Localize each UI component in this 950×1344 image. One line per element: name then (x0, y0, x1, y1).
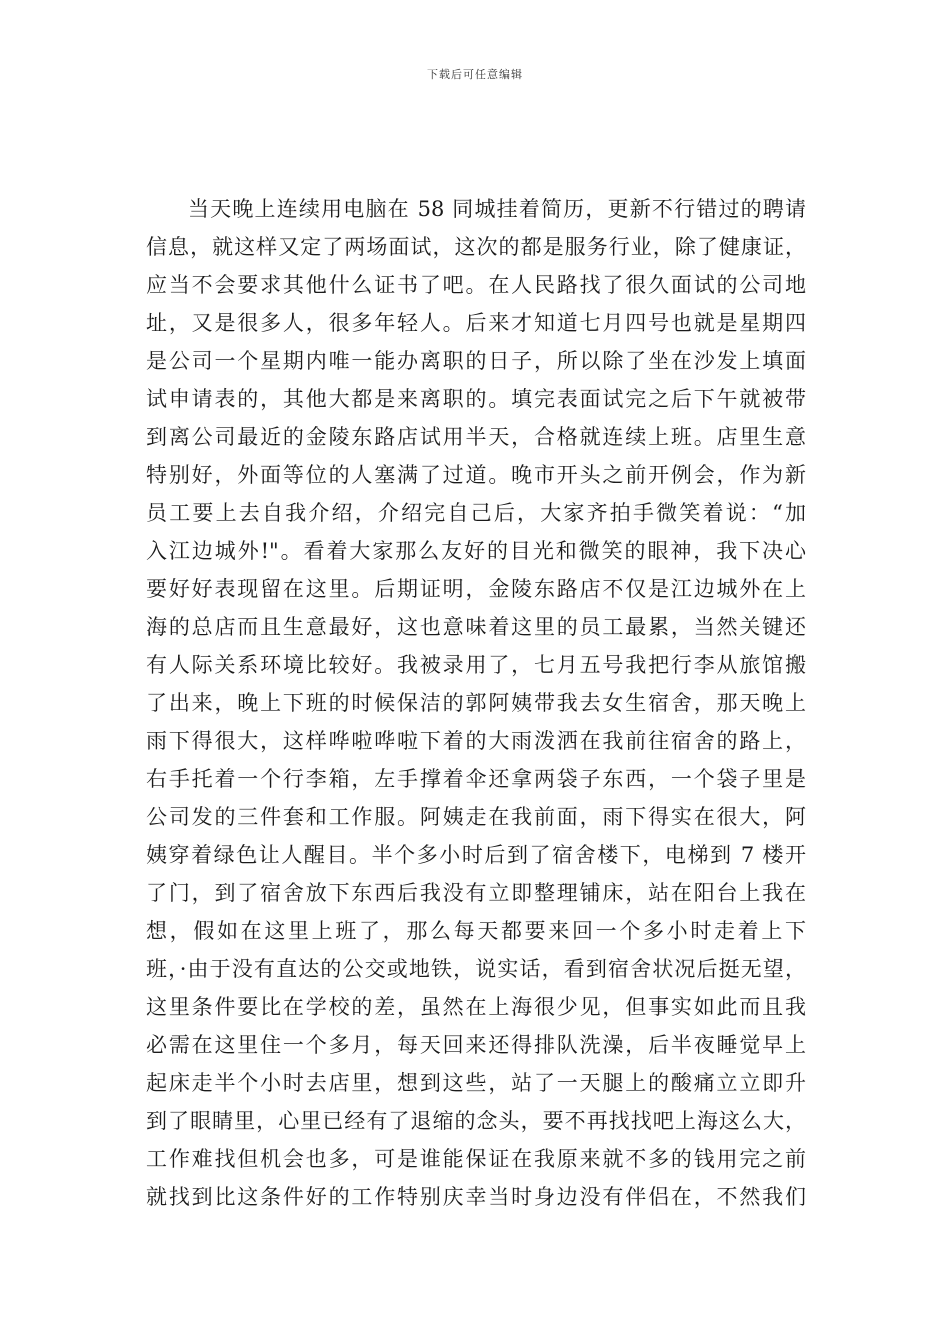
paragraph-line: 入江边城外!"。看着大家那么友好的目光和微笑的眼神，我下决心 (146, 539, 806, 563)
paragraph-line: 员工要上去自我介绍，介绍完自己后，大家齐拍手微笑着说：“加 (146, 501, 806, 525)
paragraph-line: 了门，到了宿舍放下东西后我没有立即整理铺床，站在阳台上我在 (146, 881, 806, 905)
paragraph-line: 工作难找但机会也多，可是谁能保证在我原来就不多的钱用完之前 (146, 1147, 806, 1171)
paragraph-line: 当天晚上连续用电脑在 58 同城挂着简历，更新不行错过的聘请 (188, 197, 806, 221)
paragraph-line: 想，假如在这里上班了，那么每天都要来回一个多小时走着上下 (146, 919, 806, 943)
paragraph-line: 试申请表的，其他大都是来离职的。填完表面试完之后下午就被带 (146, 387, 806, 411)
paragraph-line: 姨穿着绿色让人醒目。半个多小时后到了宿舍楼下，电梯到 7 楼开 (146, 843, 806, 867)
paragraph-line: 址，又是很多人，很多年轻人。后来才知道七月四号也就是星期四 (146, 311, 806, 335)
paragraph-line: 必需在这里住一个多月，每天回来还得排队洗澡，后半夜睡觉早上 (146, 1033, 806, 1057)
paragraph-line: 信息，就这样又定了两场面试，这次的都是服务行业，除了健康证， (146, 235, 806, 259)
paragraph-line: 应当不会要求其他什么证书了吧。在人民路找了很久面试的公司地 (146, 273, 806, 297)
paragraph-line: 是公司一个星期内唯一能办离职的日子，所以除了坐在沙发上填面 (146, 349, 806, 373)
paragraph-line: 到离公司最近的金陵东路店试用半天，合格就连续上班。店里生意 (146, 425, 806, 449)
paragraph-line: 特别好，外面等位的人塞满了过道。晚市开头之前开例会，作为新 (146, 463, 806, 487)
page-header: 下载后可任意编辑 (427, 68, 523, 81)
paragraph-line: 这里条件要比在学校的差，虽然在上海很少见，但事实如此而且我 (146, 995, 806, 1019)
paragraph-line: 班，·由于没有直达的公交或地铁，说实话，看到宿舍状况后挺无望， (146, 957, 806, 981)
paragraph-line: 就找到比这条件好的工作特别庆幸当时身边没有伴侣在，不然我们 (146, 1185, 806, 1209)
paragraph-line: 公司发的三件套和工作服。阿姨走在我前面，雨下得实在很大，阿 (146, 805, 806, 829)
paragraph-line: 雨下得很大，这样哗啦哗啦下着的大雨泼洒在我前往宿舍的路上， (146, 729, 806, 753)
paragraph-line: 要好好表现留在这里。后期证明，金陵东路店不仅是江边城外在上 (146, 577, 806, 601)
paragraph-line: 右手托着一个行李箱，左手撑着伞还拿两袋子东西，一个袋子里是 (146, 767, 806, 791)
paragraph-line: 起床走半个小时去店里，想到这些，站了一天腿上的酸痛立立即升 (146, 1071, 806, 1095)
paragraph-line: 海的总店而且生意最好，这也意味着这里的员工最累，当然关键还 (146, 615, 806, 639)
paragraph-line: 了出来，晚上下班的时候保洁的郭阿姨带我去女生宿舍，那天晚上 (146, 691, 806, 715)
body-paragraph (146, 190, 806, 1216)
paragraph-line: 到了眼睛里，心里已经有了退缩的念头，要不再找找吧上海这么大， (146, 1109, 806, 1133)
paragraph-line: 有人际关系环境比较好。我被录用了，七月五号我把行李从旅馆搬 (146, 653, 806, 677)
